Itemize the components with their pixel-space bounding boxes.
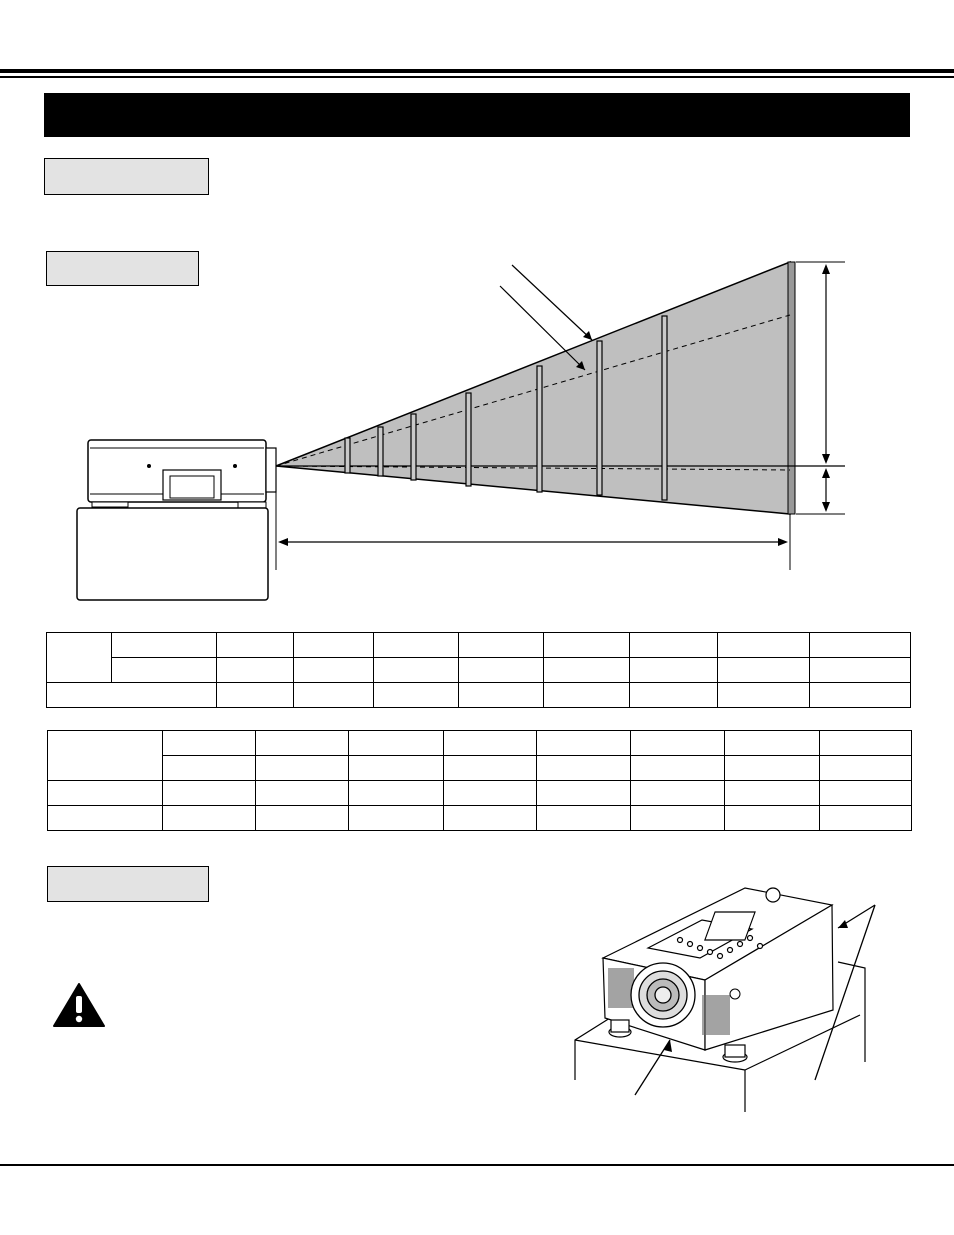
table-cell: [810, 683, 911, 708]
table-row: [48, 781, 912, 806]
projection-distance-table: [47, 730, 912, 831]
arrowhead: [822, 502, 830, 512]
table-row: [48, 731, 912, 756]
table-cell: [718, 633, 810, 658]
table-cell: [631, 781, 725, 806]
table-cell: [217, 658, 294, 683]
table-cell: [349, 806, 444, 831]
bottom-rule: [0, 1164, 954, 1166]
projection-distance-diagram: [0, 240, 954, 610]
table-cell: [163, 756, 256, 781]
table-cell: [725, 756, 820, 781]
table-cell: [630, 658, 718, 683]
screen-size-marker: [345, 438, 350, 473]
screen-size-table: [46, 632, 911, 708]
table-cell: [631, 806, 725, 831]
table-cell: [294, 658, 374, 683]
table-cell: [217, 683, 294, 708]
section-label-3: [47, 866, 209, 902]
table-cell: [349, 756, 444, 781]
projection-cone: [276, 262, 790, 514]
arrowhead: [822, 468, 830, 478]
section-label-1: [44, 158, 209, 195]
table-cell: [47, 633, 112, 683]
table-cell: [725, 731, 820, 756]
top-rule-thick: [0, 69, 954, 73]
table-cell: [725, 781, 820, 806]
table-cell: [112, 633, 217, 658]
table-cell: [810, 658, 911, 683]
arrowhead: [778, 538, 788, 546]
screen-size-marker: [597, 341, 602, 495]
table-cell: [630, 683, 718, 708]
table-cell: [374, 658, 459, 683]
arrowhead: [822, 454, 830, 464]
table-cell: [444, 806, 537, 831]
projector-lens: [631, 963, 695, 1027]
projector-table: [77, 508, 268, 600]
screen-edge: [788, 262, 795, 514]
table-cell: [163, 806, 256, 831]
table-cell: [374, 633, 459, 658]
table-cell: [631, 731, 725, 756]
table-cell: [544, 658, 630, 683]
screen-size-marker: [537, 366, 542, 492]
callout-line-lower: [500, 286, 585, 370]
table-cell: [459, 683, 544, 708]
table-cell: [718, 658, 810, 683]
table-cell: [820, 781, 912, 806]
table-cell: [256, 806, 349, 831]
arrowhead: [838, 920, 848, 928]
table-row: [47, 658, 911, 683]
table-cell: [820, 731, 912, 756]
table-cell: [810, 633, 911, 658]
table-cell: [112, 658, 217, 683]
table-cell: [48, 781, 163, 806]
projector-sensor: [730, 989, 740, 999]
table-cell: [256, 781, 349, 806]
table-cell: [47, 683, 217, 708]
page-title-bar: [44, 93, 910, 137]
top-rule-thin: [0, 76, 954, 78]
table-cell: [374, 683, 459, 708]
table-cell: [349, 731, 444, 756]
table-cell: [820, 806, 912, 831]
callout-line-upper: [512, 265, 592, 340]
warning-triangle-icon: [52, 982, 106, 1028]
table-cell: [48, 731, 163, 781]
table-cell: [444, 781, 537, 806]
table-cell: [459, 658, 544, 683]
table-cell: [256, 731, 349, 756]
table-cell: [48, 806, 163, 831]
table-cell: [444, 731, 537, 756]
table-cell: [459, 633, 544, 658]
table-cell: [163, 781, 256, 806]
table-row: [48, 756, 912, 781]
table-cell: [544, 683, 630, 708]
table-cell: [718, 683, 810, 708]
table-row: [47, 683, 911, 708]
table-cell: [537, 806, 631, 831]
table-cell: [537, 756, 631, 781]
arrowhead: [822, 264, 830, 274]
table-cell: [630, 633, 718, 658]
table-cell: [725, 806, 820, 831]
table-cell: [631, 756, 725, 781]
projector-side-view: [88, 440, 276, 508]
projector-on-table-illustration: [560, 880, 890, 1120]
table-cell: [537, 731, 631, 756]
arrowhead: [278, 538, 288, 546]
table-cell: [294, 633, 374, 658]
table-cell: [820, 756, 912, 781]
table-cell: [537, 781, 631, 806]
screen-size-marker: [466, 393, 471, 486]
screen-size-marker: [378, 427, 383, 476]
table-cell: [349, 781, 444, 806]
table-row: [48, 806, 912, 831]
arrowhead: [664, 1040, 672, 1052]
table-cell: [544, 633, 630, 658]
table-cell: [163, 731, 256, 756]
screen-size-marker: [411, 414, 416, 480]
table-cell: [256, 756, 349, 781]
screen-size-marker: [662, 316, 667, 500]
table-cell: [217, 633, 294, 658]
table-cell: [444, 756, 537, 781]
table-cell: [294, 683, 374, 708]
table-row: [47, 633, 911, 658]
